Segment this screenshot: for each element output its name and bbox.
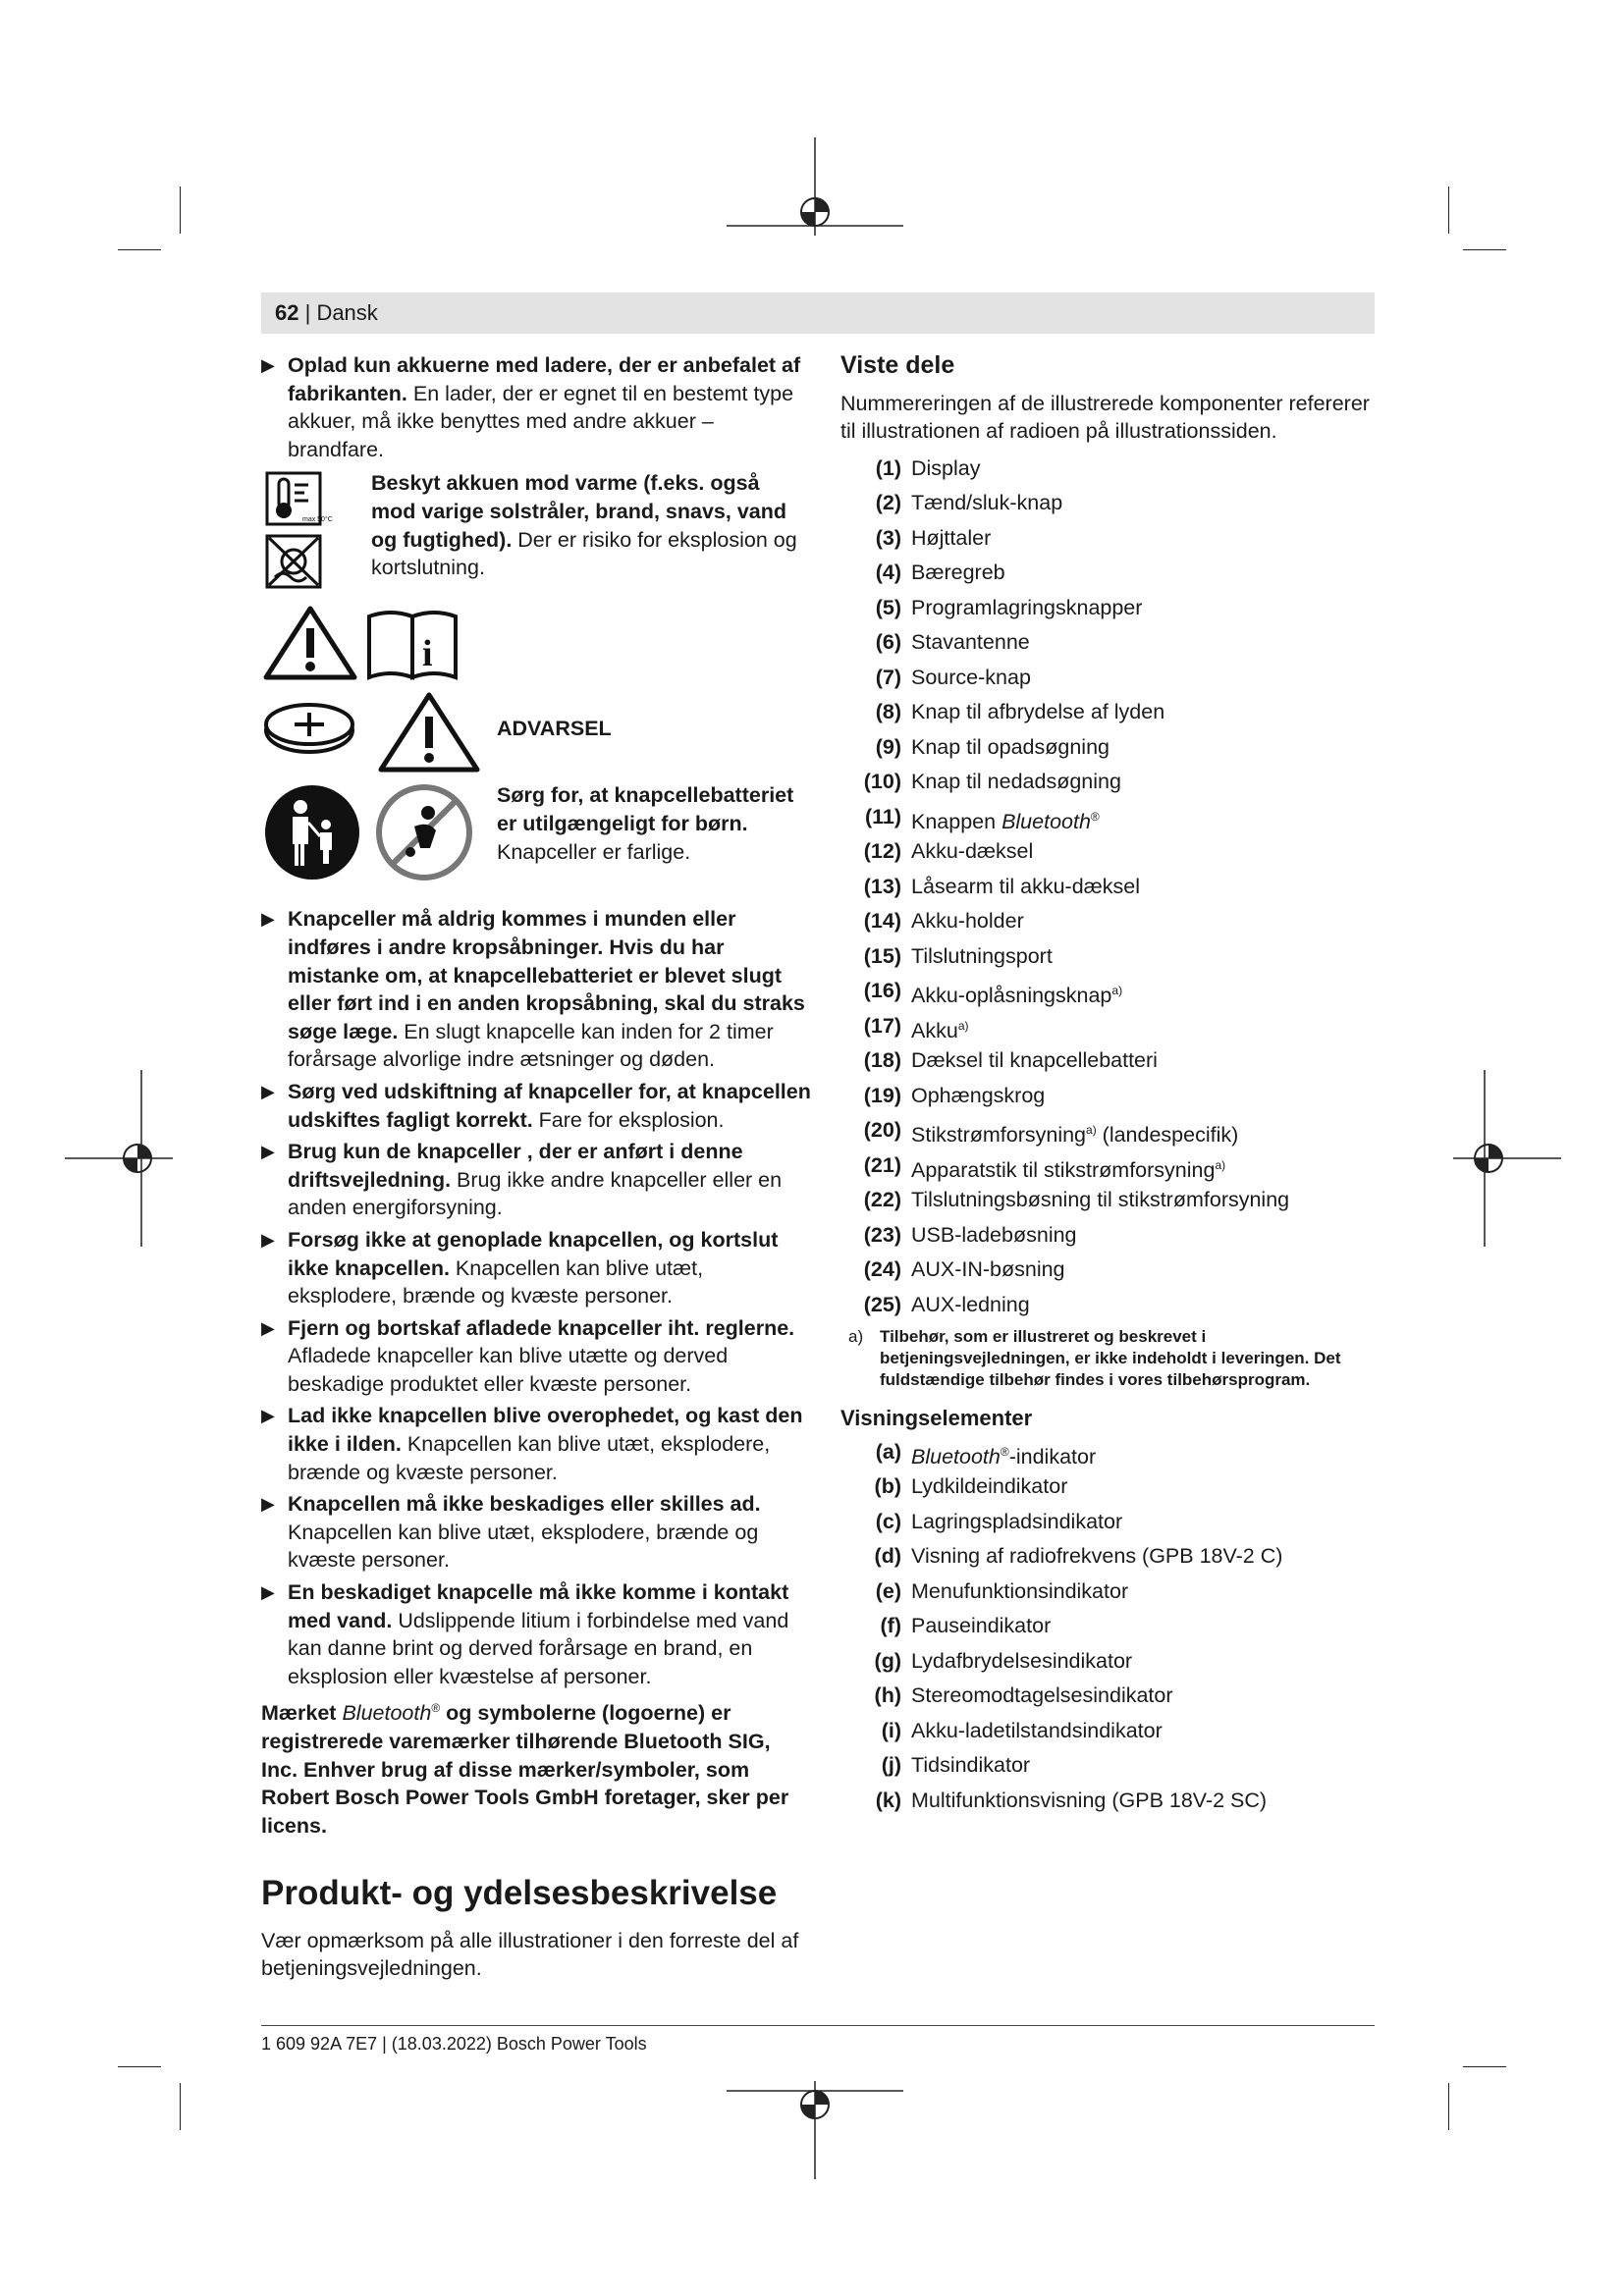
header-language: Dansk [316, 300, 378, 325]
advarsel-label: ADVARSEL [497, 717, 612, 741]
part-item [840, 834, 1376, 870]
bullet-arrow-icon: ▶ [261, 1406, 275, 1426]
bullet-arrow-icon: ▶ [261, 355, 275, 375]
part-item [840, 1253, 1376, 1288]
display-element-label: Lagringspladsindikator [911, 1509, 1123, 1533]
part-item: (16) Akku-oplåsningsknap$^{a)}$ [840, 974, 1376, 1009]
display-element-item [840, 1505, 1376, 1540]
part-label: Source-knap [911, 665, 1031, 689]
part-number: (16) [863, 979, 901, 1003]
warning-triangle-icon [263, 605, 357, 681]
part-label: Stikstrømforsyning [911, 1123, 1087, 1148]
part-item: (11) Knappen Bluetooth® [840, 800, 1376, 835]
warning-triangle-icon-2 [377, 691, 481, 774]
display-element-label: Stereomodtagelsesindikator [911, 1683, 1173, 1708]
part-number: (10) [863, 770, 901, 794]
bullet-arrow-icon: ▶ [261, 1142, 275, 1162]
display-element-number: (i) [881, 1718, 901, 1742]
part-item [840, 765, 1376, 800]
part-label: AUX-IN-bøsning [911, 1257, 1065, 1282]
display-element-number: (j) [881, 1753, 901, 1778]
part-item [840, 1288, 1376, 1323]
display-element-item [840, 1609, 1376, 1644]
display-element-label: Lydafbrydelsesindikator [911, 1648, 1133, 1673]
registration-mark-right [1453, 1070, 1561, 1247]
display-element-label: Tidsindikator [911, 1753, 1031, 1778]
display-element-item [840, 1469, 1376, 1505]
part-item [840, 625, 1376, 661]
keep-away-from-children-icon [263, 783, 361, 881]
display-element-number: (e) [875, 1578, 901, 1603]
part-number: (3) [875, 525, 901, 550]
display-element-label: Multifunktionsvisning (GPB 18V-2 SC) [911, 1788, 1268, 1812]
part-label: Akku-oplåsningsknap [911, 984, 1112, 1008]
display-element-item [840, 1748, 1376, 1784]
advarsel-block [261, 691, 811, 774]
bullet-arrow-icon: ▶ [261, 1582, 275, 1603]
bullet-water: ▶ En beskadiget knapcelle må ikke komme i kontakt med vand. Udslippende litium i forbindelse med vand kan danne brint og derved forårsage en brand, en eksplosion eller kvæstelse af personer. [261, 1580, 789, 1688]
display-element-label: Visning af radiofrekvens (GPB 18V-2 C) [911, 1544, 1283, 1569]
part-label: Akku-dæksel [911, 839, 1034, 864]
display-element-item [840, 1714, 1376, 1749]
part-number: (18) [863, 1048, 901, 1073]
display-element-item [840, 1575, 1376, 1610]
part-label: AUX-ledning [911, 1292, 1030, 1316]
bullet-no-recharge: ▶ Forsøg ikke at genoplade knapcellen, og kortslut ikke knapcellen. Knapcellen kan blive utæt, eksplodere, brænde og kvæste personer. [261, 1227, 779, 1308]
part-label: Tilslutningsbøsning til stikstrømforsyning [911, 1188, 1290, 1212]
part-item: (20) Stikstrømforsyning$^{a)}$ (landespecifik) [840, 1113, 1376, 1148]
part-item: (17) Akku$^{a)}$ [840, 1009, 1376, 1044]
registration-mark-top [727, 137, 903, 236]
warning-manual-icons [261, 605, 811, 683]
part-label: Apparatstik til stikstrømforsyning [911, 1157, 1216, 1182]
bullet-replace: ▶ Sørg ved udskiftning af knapceller for, at knapcellen udskiftes fagligt korrekt. Fare for eksplosion. [261, 1079, 811, 1132]
section-text: Vær opmærksom på alle illustrationer i den forreste del af betjeningsvejledningen. [261, 1928, 799, 1981]
display-element-label: Akku-ladetilstandsindikator [911, 1718, 1163, 1742]
bullet-swallow: ▶ Knapceller må aldrig kommes i munden eller indføres i andre kropsåbninger. Hvis du har mistanke om, at knapcellebatteriet er blevet slugt eller ført ind i en anden kropsåbning, skal du straks søge læge. En slugt knapcelle kan inden for 2 timer forårsage alvorlige indre ætsninger og døden. [261, 907, 805, 1072]
parts-list [840, 452, 1376, 1323]
part-label: Bæregreb [911, 561, 1005, 585]
part-item [840, 1183, 1376, 1218]
part-label: Programlagringsknapper [911, 595, 1143, 619]
child-warning-block [261, 781, 811, 891]
display-element-item [840, 1784, 1376, 1819]
trademark-notice: Mærket Bluetooth® og symbolerne (logoerne) er registrerede varemærker tilhørende Bluetooth SIG, Inc. Enhver brug af disse mærker/symboler, som Robert Bosch Power Tools GmbH foretager, sker per licens. [261, 1701, 789, 1838]
display-element-label: Lydkildeindikator [911, 1474, 1068, 1499]
part-label: Knappen [911, 809, 1002, 833]
part-number: (15) [863, 943, 901, 968]
bullet-charger: ▶ Oplad kun akkuerne med ladere, der er anbefalet af fabrikanten. En lader, der er egnet til en bestemt type akkuer, må ikke benyttes med andre akkuer – brandfare. [261, 353, 801, 461]
part-label: USB-ladebøsning [911, 1222, 1077, 1247]
bullet-arrow-icon: ▶ [261, 909, 275, 930]
part-item [840, 1218, 1376, 1254]
part-label: Akku [911, 1018, 958, 1042]
svg-text:max 50°C: max 50°C [302, 516, 333, 524]
display-element-item: (a) Bluetooth®-indikator [840, 1435, 1376, 1470]
part-number: (22) [863, 1188, 901, 1212]
part-number: (11) [864, 804, 901, 828]
part-number: (7) [875, 665, 901, 689]
heat-warning-block [261, 469, 811, 605]
part-label: Ophængskrog [911, 1083, 1046, 1107]
manual-info-icon [365, 609, 460, 679]
part-label: Display [911, 455, 981, 480]
part-number: (20) [863, 1118, 901, 1143]
page-number: 62 [275, 300, 299, 325]
part-number: (9) [875, 734, 901, 759]
part-number: (21) [863, 1152, 901, 1177]
part-label: Låsearm til akku-dæksel [911, 874, 1141, 898]
part-number: (1) [875, 455, 901, 480]
bullet-no-damage: ▶ Knapcellen må ikke beskadiges eller skilles ad. Knapcellen kan blive utæt, eksplodere, brænde og kvæste personer. [261, 1492, 761, 1573]
part-number: (13) [863, 874, 901, 898]
part-number: (24) [863, 1257, 901, 1282]
part-label: Akku-holder [911, 909, 1024, 934]
bullet-arrow-icon: ▶ [261, 1494, 275, 1515]
footnote: a) Tilbehør, som er illustreret og beskrevet i betjeningsvejledningen, er ikke indeholdt i leveringen. Det fuldstændige tilbehør findes i vores tilbehørsprogram. [848, 1327, 1341, 1390]
part-item [840, 904, 1376, 939]
part-label: Stavantenne [911, 630, 1030, 655]
part-item [840, 870, 1376, 905]
display-element-number: (a) [875, 1439, 901, 1464]
part-number: (25) [863, 1292, 901, 1316]
page-header [261, 293, 1375, 334]
registration-mark-left [65, 1070, 173, 1247]
button-cell-icon [263, 701, 355, 756]
part-label: Tænd/sluk-knap [911, 491, 1063, 515]
viste-dele-title: Viste dele [840, 351, 955, 379]
part-item [840, 1043, 1376, 1079]
part-item [840, 591, 1376, 626]
part-item [840, 556, 1376, 591]
part-label: Knap til opadsøgning [911, 734, 1110, 759]
part-label: Knap til afbrydelse af lyden [911, 700, 1165, 724]
bullet-arrow-icon: ▶ [261, 1317, 275, 1338]
part-item [840, 486, 1376, 521]
part-item [840, 521, 1376, 557]
bullet-dispose: ▶ Fjern og bortskaf afladede knapceller iht. reglerne. Afladede knapceller kan blive utætte og derved beskadige produktet eller kvæste personer. [261, 1315, 795, 1396]
part-number: (14) [863, 909, 901, 934]
part-number: (19) [863, 1083, 901, 1107]
right-column [840, 351, 1376, 1818]
header-text: 62 | Dansk [275, 300, 378, 325]
part-label: Dæksel til knapcellebatteri [911, 1048, 1158, 1073]
heat-warning-text: Beskyt akkuen mod varme (f.eks. også mod varige solstråler, brand, snavs, vand og fugtighed). Der er risiko for eksplosion og kortslutning. [371, 471, 797, 580]
thermometer-icon [265, 471, 333, 526]
display-elements-title: Visningselementer [840, 1406, 1033, 1431]
left-column [261, 351, 811, 1983]
part-item [840, 695, 1376, 730]
svg-text:i: i [422, 633, 433, 675]
display-element-label: Menufunktionsindikator [911, 1578, 1129, 1603]
part-number: (8) [875, 700, 901, 724]
bullet-arrow-icon: ▶ [261, 1229, 275, 1250]
part-number: (4) [875, 561, 901, 585]
part-label: Knap til nedadsøgning [911, 770, 1121, 794]
display-element-item [840, 1539, 1376, 1575]
no-water-sun-icon [265, 534, 322, 589]
part-number: (23) [863, 1222, 901, 1247]
bullet-arrow-icon: ▶ [261, 1081, 275, 1101]
no-swallow-icon [375, 783, 473, 881]
part-number: (17) [863, 1013, 901, 1038]
part-number: (6) [875, 630, 901, 655]
display-element-item [840, 1679, 1376, 1714]
part-number: (2) [875, 491, 901, 515]
display-element-number: (d) [874, 1544, 901, 1569]
display-element-number: (h) [874, 1683, 901, 1708]
footer-text: 1 609 92A 7E7 | (18.03.2022) Bosch Power Tools [261, 2034, 647, 2054]
section-title: Produkt- og ydelsesbeskrivelse [261, 1873, 778, 1912]
part-number: (12) [863, 839, 901, 864]
footer-divider [261, 2025, 1375, 2026]
viste-dele-intro: Nummereringen af de illustrerede komponenter refererer til illustrationen af radioen på illustrationssiden. [840, 391, 1370, 444]
display-element-item [840, 1644, 1376, 1680]
display-elements-list [840, 1435, 1376, 1819]
bullet-overheat: ▶ Lad ikke knapcellen blive overophedet, og kast den ikke i ilden. Knapcellen kan blive utæt, eksplodere, brænde og kvæste personer. [261, 1404, 803, 1484]
part-label: Højttaler [911, 525, 992, 550]
display-element-number: (b) [874, 1474, 901, 1499]
display-element-number: (k) [875, 1788, 901, 1812]
registration-mark-bottom [727, 2081, 903, 2179]
part-label: Tilslutningsport [911, 943, 1053, 968]
display-element-number: (f) [880, 1614, 901, 1638]
part-item [840, 939, 1376, 975]
part-number: (5) [875, 595, 901, 619]
bullet-use-only: ▶ Brug kun de knapceller , der er anført i denne driftsvejledning. Brug ikke andre knapceller eller en anden energiforsyning. [261, 1140, 783, 1220]
part-item [840, 730, 1376, 766]
part-item [840, 661, 1376, 696]
part-item [840, 452, 1376, 487]
display-element-number: (c) [875, 1509, 901, 1533]
display-element-label: Pauseindikator [911, 1614, 1052, 1638]
child-warning-text: Sørg for, at knapcellebatteriet er utilgængeligt for børn. Knapceller er farlige. [497, 783, 794, 864]
display-element-number: (g) [874, 1648, 901, 1673]
part-item [840, 1079, 1376, 1114]
part-item: (21) Apparatstik til stikstrømforsyning$^{a)}$ [840, 1148, 1376, 1184]
